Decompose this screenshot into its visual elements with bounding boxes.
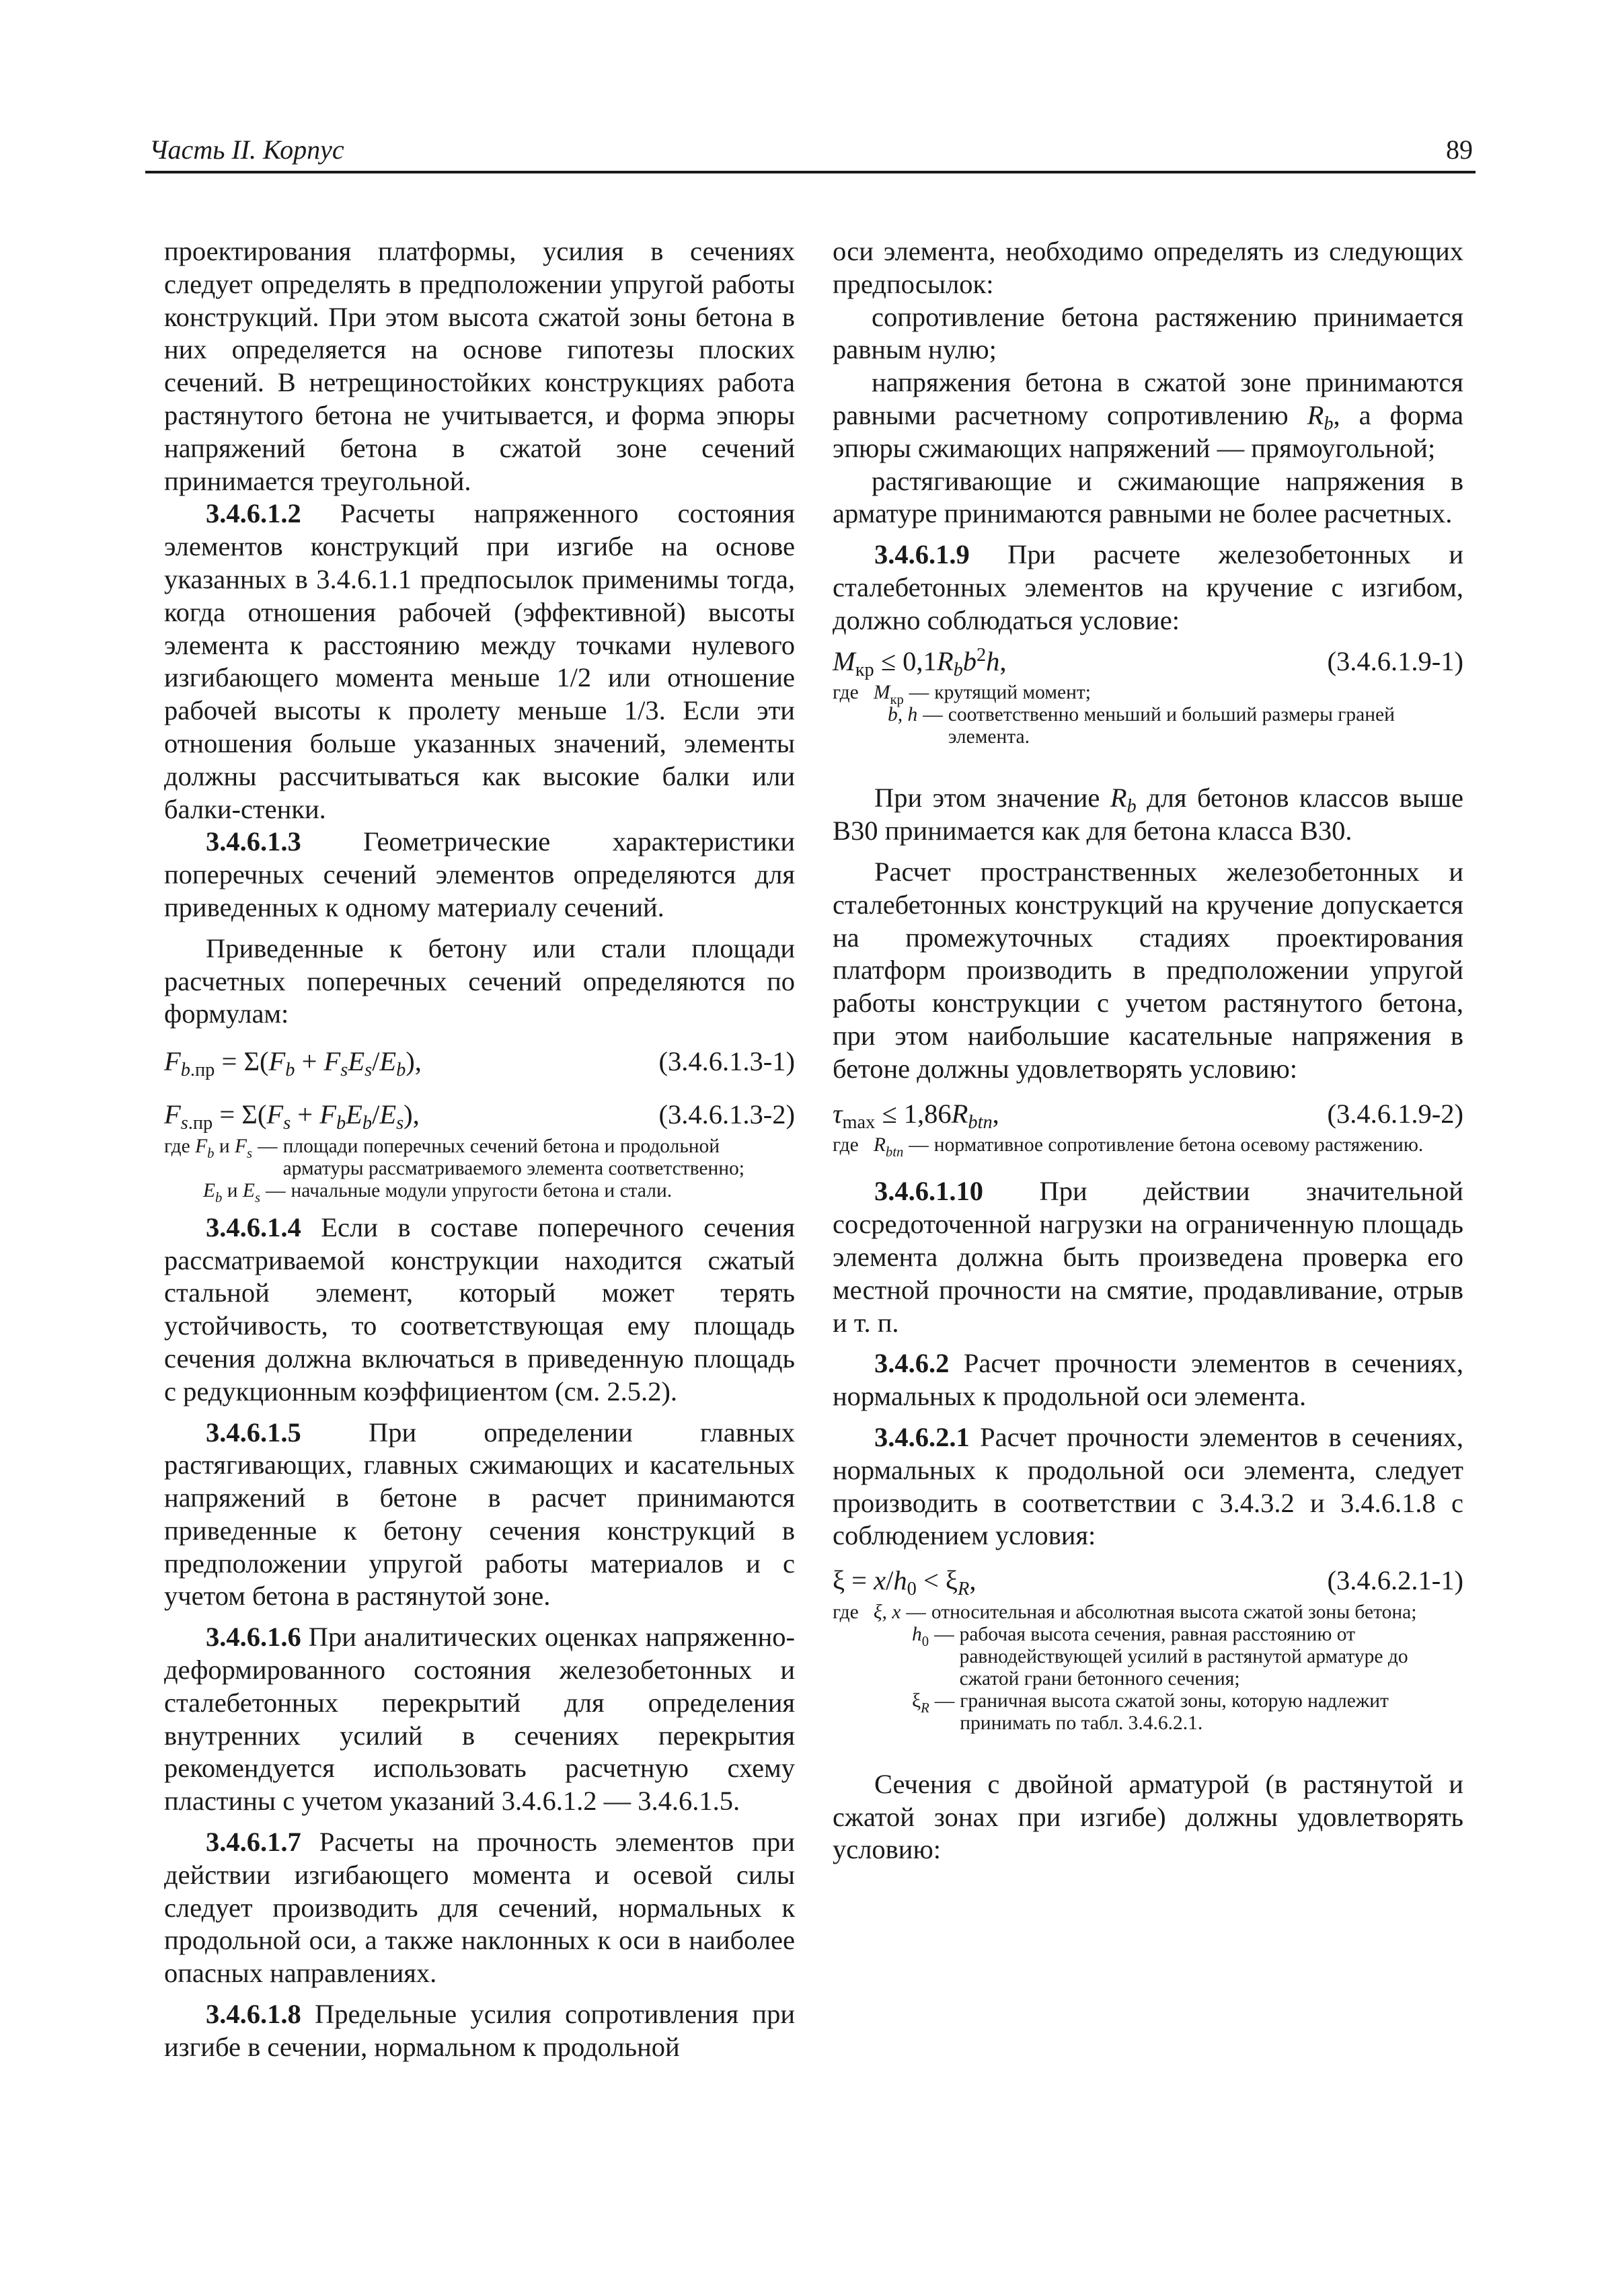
legend-text: нормативное сопротивление бетона осевому растяжению. <box>933 1134 1424 1156</box>
legend-term: где $R_{btn}$ <box>833 1134 904 1160</box>
formula-number: (3.4.6.1.9-2) <box>1327 1098 1463 1129</box>
legend-term: $h_0$ <box>912 1623 929 1649</box>
legend-row: где $R_{btn}$ — нормативное сопротивление бетона осевому растяжению. <box>833 1134 1463 1156</box>
clause-text: Расчеты напряженного состояния элементов конструкций при изгибе на основе указанных в 3.4.6.1.1 предпосылок применимы тогда, когда отношения рабочей (эффективной) высоты элемента к расстоянию между точками нулевого изгибающего момента меньше 1/2 или отношение рабочей высоты к пролету меньше 1/3. Если эти отношения больше указанных значений, элементы должны рассчитываться как высокие балки или балки-стенки. <box>164 498 795 824</box>
formula-legend <box>833 682 1463 748</box>
clause-text: Расчеты на прочность элементов при действии изгибающего момента и осевой силы следует производить для сечений, нормальных к продольной оси, а также наклонных к оси в наиболее опасных направлениях. <box>164 1827 795 1989</box>
clause-number: 3.4.6.1.3 <box>206 826 301 857</box>
paragraph: проектирования платформы, усилия в сечениях следует определять в предположении упругой работы конструкций. При этом высота сжатой зоны бетона в них определяется на основе гипотезы плоских сечений. В нетрещиностойких конструкциях работа растянутого бетона не учитывается, и форма эпюры напряжений бетона в сжатой зоне сечений принимается треугольной. <box>164 236 795 496</box>
legend-row: где $F_b$ и $F_s$ — площади поперечных сечений бетона и продольной арматуры рассматриваемого элемента соответственно; <box>164 1136 795 1180</box>
clause-3-4-6-1-4 <box>164 1212 795 1409</box>
legend-row: $h_0$ — рабочая высота сечения, равная расстоянию от равнодействующей усилий в растянутой арматуре до сжатой грани бетонного сечения; <box>833 1624 1463 1690</box>
legend-text: относительная и абсолютная высота сжатой зоны бетона; <box>931 1601 1417 1623</box>
clause-3-4-6-1-3 <box>164 826 795 924</box>
clause-text: При расчете железобетонных и сталебетонных элементов на кручение с изгибом, должно соблюдаться условие: <box>833 539 1463 635</box>
paragraph: Приведенные к бетону или стали площади расчетных поперечных сечений определяются по формулам: <box>164 933 795 1029</box>
clause-number: 3.4.6.2.1 <box>874 1421 970 1452</box>
page-number: 89 <box>1446 134 1473 165</box>
clause-number: 3.4.6.1.6 <box>206 1622 301 1653</box>
clause-3-4-6-2 <box>833 1347 1463 1413</box>
clause-text: Расчет прочности элементов в сечениях, нормальных к продольной оси элемента. <box>833 1348 1463 1412</box>
legend-text: рабочая высота сечения, равная расстоянию от равнодействующей усилий в растянутой арматуре до сжатой грани бетонного сечения; <box>959 1623 1408 1690</box>
clause-3-4-6-1-2 <box>164 498 795 826</box>
clause-text: Расчет прочности элементов в сечениях, нормальных к продольной оси элемента, следует производить в соответствии с 3.4.3.2 и 3.4.6.1.8 с соблюдением условия: <box>833 1421 1463 1551</box>
legend-text: крутящий момент; <box>934 682 1091 704</box>
legend-term: $\xi_R$ <box>912 1690 929 1716</box>
clause-text: При определении главных растягивающих, главных сжимающих и касательных напряжений в бетоне в расчет принимаются приведенные к бетону сечения конструкций в предположении упругой работы материалов и с учетом бетона в растянутой зоне. <box>164 1417 795 1612</box>
clause-text: При действии значительной сосредоточенной нагрузки на ограниченную площадь элемента должна быть произведена проверка его местной прочности на смятие, продавливание, отрыв и т. п. <box>833 1176 1463 1338</box>
clause-3-4-6-1-10 <box>833 1175 1463 1339</box>
clause-number: 3.4.6.2 <box>874 1348 950 1379</box>
clause-number: 3.4.6.1.2 <box>206 498 301 529</box>
formula-expression: $\xi = x/h_0 < \xi_R$, <box>833 1565 977 1600</box>
formula-3-4-6-2-1-1 <box>833 1565 1463 1600</box>
list-item: напряжения бетона в сжатой зоне принимаются равными расчетному сопротивлению $R_b$, а форма эпюры сжимающих напряжений — прямоугольной; <box>833 367 1463 463</box>
legend-row: где $M_{кр}$ — крутящий момент; <box>833 682 1463 704</box>
legend-term: $E_b$ и $E_s$ <box>203 1179 260 1205</box>
right-column <box>833 235 1463 1866</box>
formula-number: (3.4.6.1.3-1) <box>658 1046 795 1077</box>
formula-legend <box>164 1135 795 1205</box>
clause-3-4-6-1-7 <box>164 1826 795 1990</box>
formula-expression: $\tau_{max} \le 1,86R_{btn}$, <box>833 1098 999 1133</box>
clause-3-4-6-1-5 <box>164 1417 795 1614</box>
legend-row: где ξ, x — относительная и абсолютная высота сжатой зоны бетона; <box>833 1601 1463 1624</box>
clause-text: Предельные усилия сопротивления при изгибе в сечении, нормальном к продольной <box>164 1999 795 2062</box>
formula-3-4-6-1-3-2 <box>164 1099 795 1132</box>
formula-number: (3.4.6.1.3-2) <box>658 1099 795 1130</box>
clause-number: 3.4.6.1.5 <box>206 1417 301 1448</box>
paragraph: оси элемента, необходимо определять из следующих предпосылок: <box>833 236 1463 299</box>
legend-term: где ξ, x <box>833 1601 901 1623</box>
formula-expression: $F_{b.пр} = \Sigma(F_b + F_sE_s/E_b)$, <box>164 1046 422 1081</box>
formula-legend <box>833 1134 1463 1160</box>
clause-number: 3.4.6.1.9 <box>874 539 970 570</box>
legend-term: b, h <box>888 704 918 726</box>
clause-number: 3.4.6.1.4 <box>206 1212 301 1242</box>
paragraph: Расчет пространственных железобетонных и сталебетонных конструкций на кручение допускается на промежуточных стадиях проектирования платформ производить в предположении упругой работы конструкции с учетом растянутого бетона, при этом наибольшие касательные напряжения в бетоне должны удовлетворять условию: <box>833 856 1463 1084</box>
list-item: сопротивление бетона растяжению принимается равным нулю; <box>833 301 1463 365</box>
paragraph: При этом значение $R_b$ для бетонов классов выше В30 принимается как для бетона класса В30. <box>833 783 1464 846</box>
legend-text: площади поперечных сечений бетона и продольной арматуры рассматриваемого элемента соответственно; <box>282 1135 745 1179</box>
legend-text: граничная высота сжатой зоны, которую надлежит принимать по табл. 3.4.6.2.1. <box>960 1690 1389 1734</box>
formula-expression: $F_{s.пр} = \Sigma(F_s + F_bE_b/E_s)$, <box>164 1099 420 1134</box>
paragraph: Сечения с двойной арматурой (в растянутой и сжатой зонах при изгибе) должны удовлетворять условию: <box>833 1768 1463 1865</box>
legend-row: $\xi_R$ — граничная высота сжатой зоны, которую надлежит принимать по табл. 3.4.6.2.1. <box>833 1690 1463 1735</box>
list-item: растягивающие и сжимающие напряжения в арматуре принимаются равными не более расчетных. <box>833 465 1463 529</box>
legend-term: где $M_{кр}$ <box>833 682 904 708</box>
clause-text: Геометрические характеристики поперечных сечений элементов определяются для приведенных к одному материалу сечений. <box>164 826 795 922</box>
legend-term: где $F_b$ и $F_s$ <box>164 1135 253 1161</box>
clause-text: При аналитических оценках напряженно-деформированного состояния железобетонных и сталебетонных перекрытий для определения внутренних усилий в сечениях перекрытия рекомендуется использовать расчетную схему пластины с учетом указаний 3.4.6.1.2 — 3.4.6.1.5. <box>164 1622 795 1817</box>
clause-3-4-6-1-6 <box>164 1621 795 1818</box>
clause-number: 3.4.6.1.10 <box>874 1176 983 1207</box>
formula-3-4-6-1-9-1 <box>833 645 1463 678</box>
clause-3-4-6-1-8 <box>164 1998 795 2064</box>
formula-3-4-6-1-9-2 <box>833 1098 1463 1131</box>
clause-text: Если в составе поперечного сечения рассматриваемой конструкции находится сжатый стальной элемент, который может терять устойчивость, то соответствующая ему площадь сечения должна включаться в приведенную площадь с редукционным коэффициентом (см. 2.5.2). <box>164 1212 795 1407</box>
formula-number: (3.4.6.2.1-1) <box>1327 1565 1463 1596</box>
formula-3-4-6-1-3-1 <box>164 1045 795 1081</box>
formula-expression: $M_{кр} \le 0,1R_bb^2h$, <box>833 644 1007 680</box>
clause-number: 3.4.6.1.7 <box>206 1827 301 1858</box>
legend-text: начальные модули упругости бетона и стали. <box>291 1179 673 1201</box>
legend-text: соответственно меньший и больший размеры граней элемента. <box>948 704 1395 748</box>
formula-number: (3.4.6.1.9-1) <box>1327 645 1463 676</box>
clause-number: 3.4.6.1.8 <box>206 1999 301 2030</box>
legend-row: $E_b$ и $E_s$ — начальные модули упругости бетона и стали. <box>164 1180 795 1202</box>
clause-3-4-6-2-1 <box>833 1421 1463 1552</box>
left-column <box>164 235 795 2064</box>
legend-row: b, h — соответственно меньший и больший размеры граней элемента. <box>833 704 1463 748</box>
running-header <box>145 129 1476 173</box>
formula-legend <box>833 1601 1463 1735</box>
clause-3-4-6-1-9 <box>833 539 1463 637</box>
header-section-title: Часть II. Корпус <box>149 134 344 165</box>
